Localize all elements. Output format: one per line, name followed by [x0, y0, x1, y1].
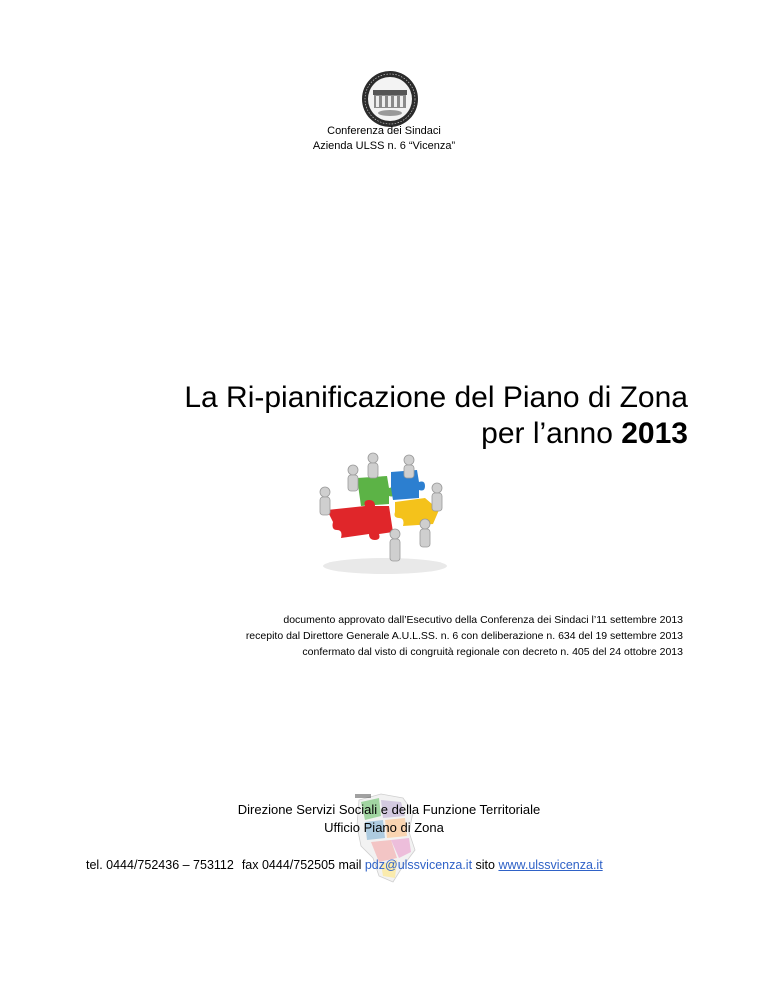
approval-notes — [246, 612, 683, 660]
conference-name: Conferenza dei Sindaci — [327, 125, 441, 137]
mail-label: mail — [338, 858, 362, 872]
telephone-numbers: tel. 0444/752436 – 753112 — [86, 858, 234, 872]
title-year: 2013 — [621, 417, 688, 450]
fax-number: fax 0444/752505 — [241, 858, 335, 872]
approval-note-executive: documento approvato dall’Esecutivo della Conferenza dei Sindaci l’11 settembre 2013 — [283, 614, 683, 626]
website-link[interactable]: www.ulssvicenza.it — [498, 858, 603, 872]
subtitle-prefix: per l’anno — [481, 417, 622, 450]
office-name: Ufficio Piano di Zona — [324, 820, 444, 835]
puzzle-teamwork-illustration — [305, 448, 455, 576]
approval-note-regional: confermato dal visto di congruità regionale con decreto n. 405 del 24 ottobre 2013 — [302, 646, 683, 658]
health-authority-name: Azienda ULSS n. 6 “Vicenza” — [312, 140, 456, 152]
contact-line — [86, 856, 603, 874]
approval-note-director: recepito dal Direttore Generale A.U.L.SS. n. 6 con deliberazione n. 634 del 19 settembre 2013 — [245, 630, 683, 642]
email-link[interactable]: pdz@ulssvicenza.it — [364, 858, 473, 872]
site-label: sito — [475, 858, 495, 872]
document-title: La Ri-pianificazione del Piano di Zona — [184, 381, 688, 414]
ulss-seal-logo — [361, 70, 419, 128]
document-subtitle — [481, 416, 688, 452]
department-name: Direzione Servizi Sociali e della Funzione Territoriale — [237, 802, 541, 817]
